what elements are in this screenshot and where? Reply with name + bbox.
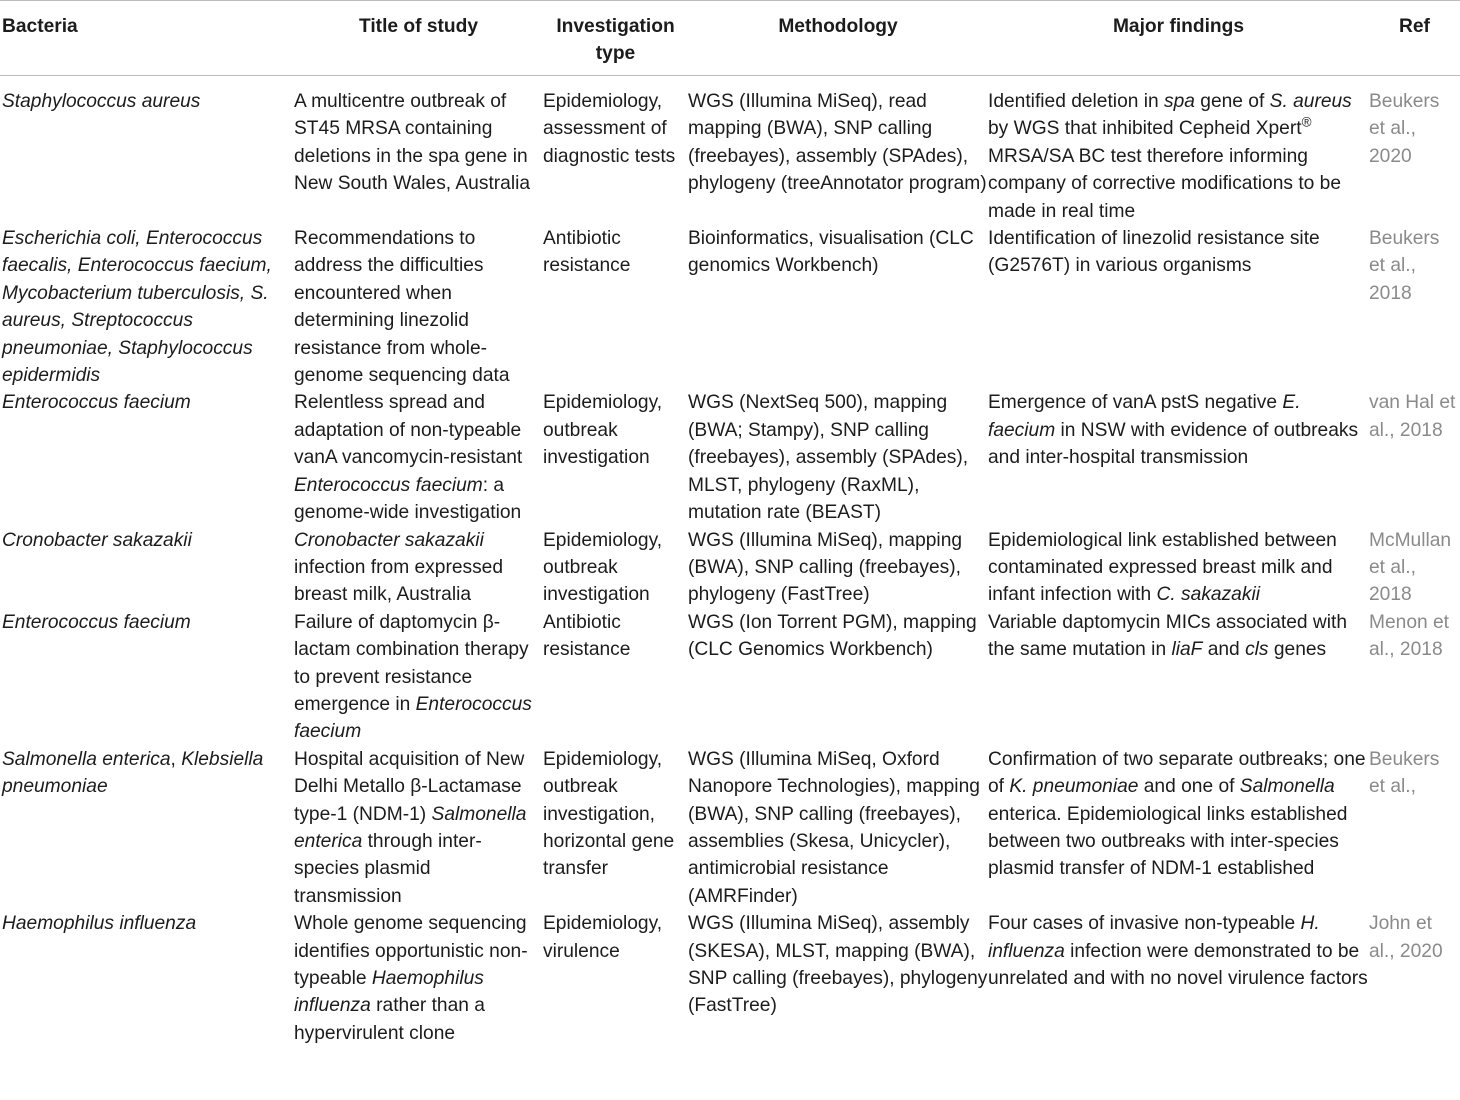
title-text: infection from expressed breast milk, Australia — [294, 556, 504, 606]
findings-text: Identified deletion in — [988, 91, 1165, 112]
methodology-cell: WGS (Illumina MiSeq), read mapping (BWA), SNP calling (freebayes), assembly (SPAdes), phylogeny (treeAnnotator program) — [688, 91, 987, 195]
title-cell — [294, 527, 543, 609]
header-bacteria: Bacteria — [0, 1, 294, 76]
title-text: Whole genome sequencing identifies opportunistic non-typeable — [294, 913, 528, 989]
table-row — [0, 76, 1460, 226]
findings-text: gene of — [1194, 91, 1270, 112]
investigation-cell: Antibiotic resistance — [543, 228, 631, 277]
species-name: Enterococcus faecium — [294, 693, 532, 743]
table-row — [0, 746, 1460, 910]
findings-text: infection were demonstrated to be unrelated and with no novel virulence factors — [988, 940, 1368, 989]
methodology-cell: WGS (Illumina MiSeq, Oxford Nanopore Technologies), mapping (BWA), SNP calling (freebayes), assemblies (Skesa, Unicycler), antimicrobial resistance (AMRFinder) — [688, 748, 980, 907]
title-cell — [294, 609, 543, 746]
header-row — [0, 1, 1460, 76]
bacteria-cell: Enterococcus faecium — [2, 392, 191, 414]
species-name: K. pneumoniae — [1009, 776, 1139, 798]
ref-cell: John et al., 2020 — [1369, 913, 1443, 962]
title-text: Hospital acquisition of New Delhi Metallo β-Lactamase type-1 (NDM-1) — [294, 748, 525, 825]
findings-text: and one of — [1138, 776, 1240, 798]
findings-text: by WGS that inhibited Cepheid Xpert — [988, 118, 1302, 140]
ref-cell: van Hal et al., 2018 — [1369, 392, 1456, 441]
findings-cell — [988, 76, 1369, 226]
title-cell — [294, 389, 543, 526]
findings-text: and — [1202, 639, 1246, 661]
separator-text: , — [170, 748, 182, 770]
findings-cell — [988, 527, 1369, 609]
table-row — [0, 609, 1460, 746]
header-findings: Major findings — [988, 1, 1369, 76]
gene-name: spa — [1164, 91, 1195, 112]
ref-cell: Beukers et al., — [1369, 748, 1440, 798]
methodology-cell: WGS (Illumina MiSeq), assembly (SKESA), MLST, mapping (BWA), SNP calling (freebayes), phylogeny (FastTree) — [688, 913, 988, 1017]
findings-text: genes — [1268, 639, 1327, 661]
gene-name: cls — [1245, 639, 1269, 661]
investigation-cell: Epidemiology, assessment of diagnostic tests — [543, 91, 676, 167]
investigation-cell: Epidemiology, outbreak investigation — [543, 529, 663, 606]
species-name: Salmonella enterica — [294, 803, 527, 852]
header-ref: Ref — [1369, 1, 1460, 76]
species-name: Cronobacter sakazakii — [294, 529, 484, 551]
species-name: Klebsiella pneumoniae — [2, 748, 264, 798]
findings-text: MRSA/SA BC test therefore informing company of corrective modifications to be made in real time — [988, 145, 1342, 222]
title-cell: A multicentre outbreak of ST45 MRSA containing deletions in the spa gene in New South Wales, Australia — [294, 91, 531, 195]
title-text: Relentless spread and adaptation of non-typeable vanA vancomycin-resistant — [294, 392, 523, 469]
header-investigation: Investigation type — [543, 1, 688, 76]
title-text: through inter-species plasmid transmission — [294, 830, 482, 907]
ref-cell: Beukers et al., 2018 — [1369, 228, 1440, 304]
species-name: E. faecium — [988, 392, 1301, 441]
findings-cell — [988, 609, 1369, 746]
bacteria-cell: Enterococcus faecium — [2, 611, 191, 633]
species-name: Salmonella — [1239, 776, 1335, 798]
registered-mark: ® — [1301, 115, 1312, 131]
header-title: Title of study — [294, 1, 543, 76]
findings-text: Epidemiological link established between contaminated expressed breast milk and infant infection with — [988, 529, 1337, 606]
findings-text: Confirmation of two separate outbreaks; one of — [988, 748, 1366, 798]
species-name: S. aureus — [1269, 91, 1352, 112]
findings-cell — [988, 910, 1369, 1047]
gene-name: liaF — [1171, 639, 1203, 661]
investigation-cell: Epidemiology, outbreak investigation — [543, 392, 663, 469]
table-row — [0, 389, 1460, 526]
species-name: Salmonella enterica — [2, 748, 171, 770]
investigation-cell: Epidemiology, outbreak investigation, horizontal gene transfer — [543, 748, 675, 880]
ref-cell: Beukers et al., 2020 — [1369, 91, 1440, 167]
bacteria-cell: Haemophilus influenza — [2, 913, 197, 935]
title-cell — [294, 746, 543, 910]
title-cell — [294, 910, 543, 1047]
header-methodology: Methodology — [688, 1, 988, 76]
table-row — [0, 910, 1460, 1047]
findings-cell — [988, 746, 1369, 910]
species-name: C. sakazakii — [1156, 584, 1260, 606]
species-name: H. influenza — [988, 913, 1320, 962]
investigation-cell: Epidemiology, virulence — [543, 913, 663, 962]
methodology-cell: WGS (NextSeq 500), mapping (BWA; Stampy), SNP calling (freebayes), assembly (SPAdes), MLST, phylogeny (RaxML), mutation rate (BEAST) — [688, 392, 969, 524]
findings-text: enterica. Epidemiological links established between two outbreaks with inter-species plasmid transfer of NDM-1 established — [988, 803, 1348, 880]
methodology-cell: WGS (Ion Torrent PGM), mapping (CLC Genomics Workbench) — [688, 611, 977, 661]
findings-text: Emergence of vanA pstS negative — [988, 392, 1283, 414]
findings-cell: Identification of linezolid resistance site (G2576T) in various organisms — [988, 228, 1320, 277]
table-row — [0, 527, 1460, 609]
title-cell: Recommendations to address the difficulties encountered when determining linezolid resistance from whole-genome sequencing data — [294, 228, 510, 387]
investigation-cell: Antibiotic resistance — [543, 611, 631, 661]
findings-text: Variable daptomycin MICs associated with the same mutation in — [988, 611, 1348, 661]
title-text: Failure of daptomycin β-lactam combination therapy to prevent resistance emergence in — [294, 611, 529, 715]
bacteria-cell: Cronobacter sakazakii — [2, 529, 192, 551]
title-text: : a genome-wide investigation — [294, 474, 522, 524]
findings-cell — [988, 389, 1369, 526]
methodology-cell: WGS (Illumina MiSeq), mapping (BWA), SNP calling (freebayes), phylogeny (FastTree) — [688, 529, 963, 606]
species-name: Enterococcus faecium — [294, 474, 483, 496]
title-text: rather than a hypervirulent clone — [294, 995, 485, 1044]
species-name: Haemophilus influenza — [294, 968, 484, 1017]
ref-cell: Menon et al., 2018 — [1369, 611, 1450, 661]
bacteria-cell: Escherichia coli, Enterococcus faecalis, Enterococcus faecium, Mycobacterium tuberculosis, S. aureus, Streptococcus pneumoniae, Staphylococcus epidermidis — [2, 228, 272, 387]
findings-text: in NSW with evidence of outbreaks and inter-hospital transmission — [988, 419, 1359, 469]
ref-cell: McMullan et al., 2018 — [1369, 529, 1452, 606]
bacteria-cell — [0, 746, 294, 910]
bacteria-cell: Staphylococcus aureus — [2, 91, 201, 112]
findings-text: Four cases of invasive non-typeable — [988, 913, 1301, 935]
methodology-cell: Bioinformatics, visualisation (CLC genomics Workbench) — [688, 228, 974, 277]
table-row — [0, 225, 1460, 389]
